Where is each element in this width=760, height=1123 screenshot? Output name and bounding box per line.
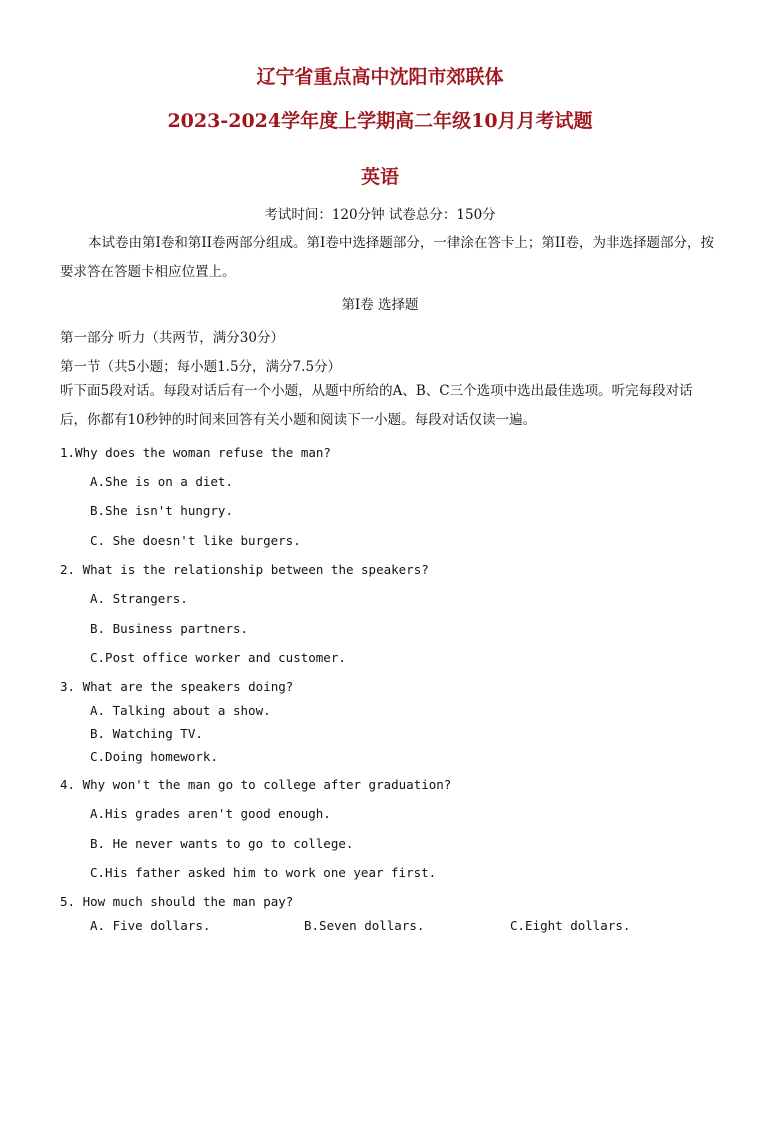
volume-title: 第I卷 选择题 xyxy=(341,297,419,313)
intro-paragraph: 本试卷由第I卷和第II卷两部分组成。第I卷中选择题部分，一律涂在答卡上；第II卷，为非选择题部分，按要求答在答题卡相应位置上。 xyxy=(60,235,714,280)
q1-option-b: B.She isn't hungry. xyxy=(90,503,233,518)
q1-option-c: C. She doesn't like burgers. xyxy=(90,533,301,548)
question-4: 4. Why won't the man go to college after graduation? xyxy=(60,777,452,792)
q3-option-c: C.Doing homework. xyxy=(90,749,218,764)
exam-title: 2023-2024学年度上学期高二年级10月月考试题 xyxy=(167,110,593,132)
q3-option-a: A. Talking about a show. xyxy=(90,703,271,718)
q4-option-a: A.His grades aren't good enough. xyxy=(90,806,331,821)
q5-option-a: A. Five dollars. xyxy=(90,918,211,933)
q5-option-c: C.Eight dollars. xyxy=(510,918,631,933)
question-2: 2. What is the relationship between the speakers? xyxy=(60,562,429,577)
school-title: 辽宁省重点高中沈阳市郊联体 xyxy=(256,66,504,88)
directions-paragraph: 听下面5段对话。每段对话后有一个小题，从题中所给的A、B、C三个选项中选出最佳选项。听完每段对话后，你都有10秒钟的时间来回答有关小题和阅读下一小题。每段对话仅读一遍。 xyxy=(60,383,693,428)
question-1: 1.Why does the woman refuse the man? xyxy=(60,445,331,460)
q5-option-b: B.Seven dollars. xyxy=(304,918,425,933)
q4-option-c: C.His father asked him to work one year first. xyxy=(90,865,437,880)
section1-title: 第一节（共5小题；每小题1.5分，满分7.5分） xyxy=(60,359,342,375)
exam-info: 考试时间：120分钟 试卷总分：150分 xyxy=(264,207,496,223)
q3-option-b: B. Watching TV. xyxy=(90,726,203,741)
q1-option-a: A.She is on a diet. xyxy=(90,474,233,489)
q4-option-b: B. He never wants to go to college. xyxy=(90,836,354,851)
q2-option-a: A. Strangers. xyxy=(90,591,188,606)
question-5: 5. How much should the man pay? xyxy=(60,894,294,909)
q2-option-b: B. Business partners. xyxy=(90,621,249,636)
subject-title: 英语 xyxy=(360,166,399,188)
q2-option-c: C.Post office worker and customer. xyxy=(90,650,346,665)
question-3: 3. What are the speakers doing? xyxy=(60,679,294,694)
part1-title: 第一部分 听力（共两节，满分30分） xyxy=(60,330,284,346)
